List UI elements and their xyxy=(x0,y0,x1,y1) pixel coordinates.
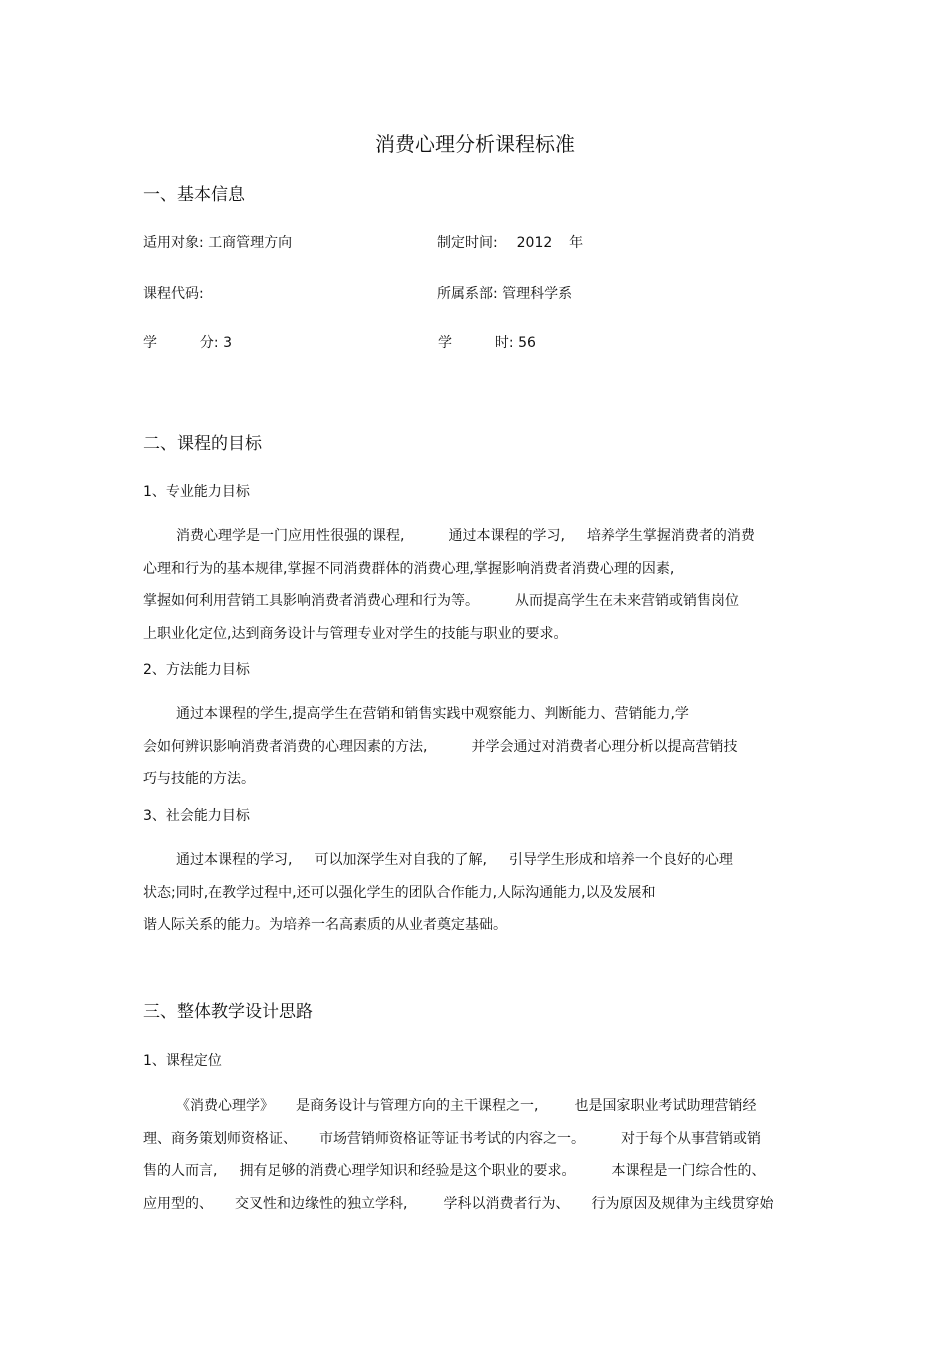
subheading-professional-ability: 1、专业能力目标 xyxy=(143,484,250,500)
hours-value: 56 xyxy=(518,335,536,351)
paragraph-line: 巧与技能的方法。 xyxy=(143,771,255,787)
section-heading-teaching-design: 三、整体教学设计思路 xyxy=(143,1002,313,1022)
department-value: 管理科学系 xyxy=(502,286,573,302)
paragraph-line: 售的人而言, 拥有足够的消费心理学知识和经验是这个职业的要求。 本课程是一门综合性的、 xyxy=(143,1163,766,1179)
section-heading-course-goals: 二、课程的目标 xyxy=(143,434,262,454)
paragraph-course-positioning xyxy=(143,1096,803,1226)
date-value: 2012 xyxy=(516,235,553,251)
paragraph-social-ability xyxy=(143,850,803,948)
applicable-value: 工商管理方向 xyxy=(208,235,293,251)
paragraph-line: 应用型的、 交叉性和边缘性的独立学科, 学科以消费者行为、 行为原因及规律为主线贯穿始 xyxy=(143,1195,774,1212)
applicable-label: 适用对象: xyxy=(143,235,204,251)
paragraph-method-ability xyxy=(143,704,803,802)
subheading-course-positioning: 1、课程定位 xyxy=(143,1053,222,1069)
paragraph-line: 理、商务策划师资格证、 市场营销师资格证等证书考试的内容之一。 对于每个从事营销或销 xyxy=(143,1130,761,1147)
paragraph-line: 状态;同时,在教学过程中,还可以强化学生的团队合作能力,人际沟通能力,以及发展和 xyxy=(143,884,656,901)
hours-label-char2: 时: xyxy=(494,335,514,351)
paragraph-professional-ability xyxy=(143,526,803,656)
paragraph-line: 通过本课程的学生,提高学生在营销和销售实践中观察能力、判断能力、营销能力,学 xyxy=(176,706,689,722)
paragraph-line: 会如何辨识影响消费者消费的心理因素的方法, 并学会通过对消费者心理分析以提高营销技 xyxy=(143,738,738,755)
paragraph-line: 掌握如何利用营销工具影响消费者消费心理和行为等。 从而提高学生在未来营销或销售岗位 xyxy=(143,593,739,609)
document-title: 消费心理分析课程标准 xyxy=(375,132,575,156)
paragraph-line: 谐人际关系的能力。为培养一名高素质的从业者奠定基础。 xyxy=(143,917,507,933)
paragraph-line: 心理和行为的基本规律,掌握不同消费群体的消费心理,掌握影响消费者消费心理的因素, xyxy=(143,560,675,577)
paragraph-line: 消费心理学是一门应用性很强的课程, 通过本课程的学习, 培养学生掌握消费者的消费 xyxy=(176,528,755,544)
credits-label-char1: 学 xyxy=(143,335,157,351)
credits-value: 3 xyxy=(223,335,232,351)
credits-row xyxy=(143,333,232,353)
creation-date-row xyxy=(437,233,583,253)
hours-label-char1: 学 xyxy=(438,335,452,351)
applicable-target-row xyxy=(143,233,292,253)
subheading-method-ability: 2、方法能力目标 xyxy=(143,662,250,678)
section-heading-basic-info: 一、基本信息 xyxy=(143,185,245,205)
department-row xyxy=(437,284,572,304)
credits-label-char2: 分: xyxy=(199,335,219,351)
subheading-social-ability: 3、社会能力目标 xyxy=(143,808,250,824)
date-unit: 年 xyxy=(569,235,584,251)
department-label: 所属系部: xyxy=(437,286,498,302)
date-label: 制定时间: xyxy=(437,235,498,251)
paragraph-line: 上职业化定位,达到商务设计与管理专业对学生的技能与职业的要求。 xyxy=(143,625,568,642)
course-code-row xyxy=(143,284,204,304)
paragraph-line: 通过本课程的学习, 可以加深学生对自我的了解, 引导学生形成和培养一个良好的心理 xyxy=(176,852,733,868)
paragraph-line: 《消费心理学》 是商务设计与管理方向的主干课程之一, 也是国家职业考试助理营销经 xyxy=(176,1098,757,1114)
course-code-label: 课程代码: xyxy=(143,286,204,302)
hours-row xyxy=(438,333,536,353)
